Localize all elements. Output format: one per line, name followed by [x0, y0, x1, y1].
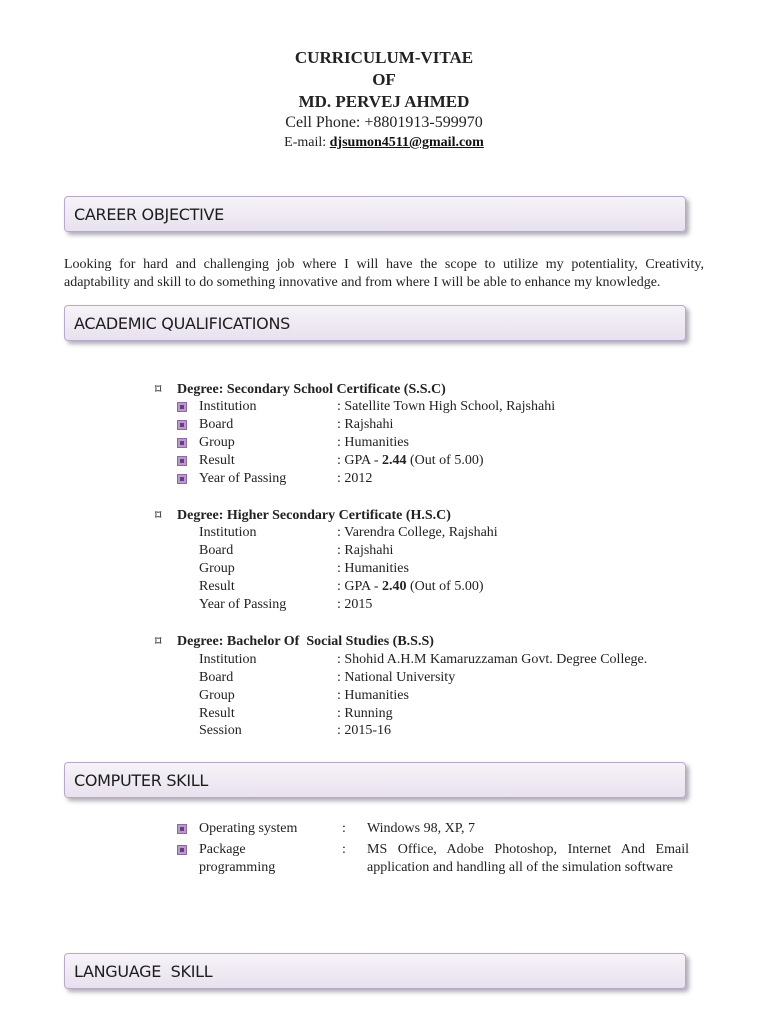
degree-ssc-title: ⌑ Degree: Secondary School Certificate (S.S.C) [155, 382, 446, 397]
cv-title: CURRICULUM-VITAE [294, 48, 474, 67]
square-bullet-icon [177, 456, 187, 466]
square-bullet-icon [177, 438, 187, 448]
square-bullet-icon [177, 824, 187, 834]
square-bullet-icon [177, 420, 187, 430]
candidate-name: MD. PERVEJ AHMED [298, 92, 470, 111]
objective-line-1: Looking for hard and challenging job where I will have the scope to utilize my potentiality, Creativity, [64, 257, 704, 272]
degree-bss-title: ⌑ Degree: Bachelor Of Social Studies (B.S.S) [155, 634, 434, 649]
section-title: COMPUTER SKILL [74, 771, 209, 790]
career-objective-heading [64, 196, 686, 232]
square-bullet-icon [177, 845, 187, 855]
degree-bullet-icon: ⌑ [155, 634, 162, 648]
section-title: ACADEMIC QUALIFICATIONS [74, 314, 290, 333]
section-title: CAREER OBJECTIVE [74, 205, 224, 224]
degree-bullet-icon: ⌑ [155, 508, 162, 522]
email-label: E-mail: [284, 135, 330, 150]
language-skill-heading [64, 953, 686, 989]
email-link[interactable]: djsumon4511@gmail.com [329, 135, 484, 150]
objective-line-2: adaptability and skill to do something innovative and from where I will be able to enhance my knowledge. [64, 275, 661, 290]
cv-of: OF [372, 70, 396, 89]
square-bullet-icon [177, 402, 187, 412]
degree-bullet-icon: ⌑ [155, 382, 162, 396]
email-line [0, 133, 768, 153]
cv-header [0, 47, 768, 153]
square-bullet-icon [177, 474, 187, 484]
degree-hsc-title: ⌑ Degree: Higher Secondary Certificate (H.S.C) [155, 508, 451, 523]
phone-line: Cell Phone: +8801913-599970 [285, 114, 483, 131]
computer-skill-heading [64, 762, 686, 798]
section-title: LANGUAGE SKILL [74, 962, 213, 981]
academic-heading [64, 305, 686, 341]
